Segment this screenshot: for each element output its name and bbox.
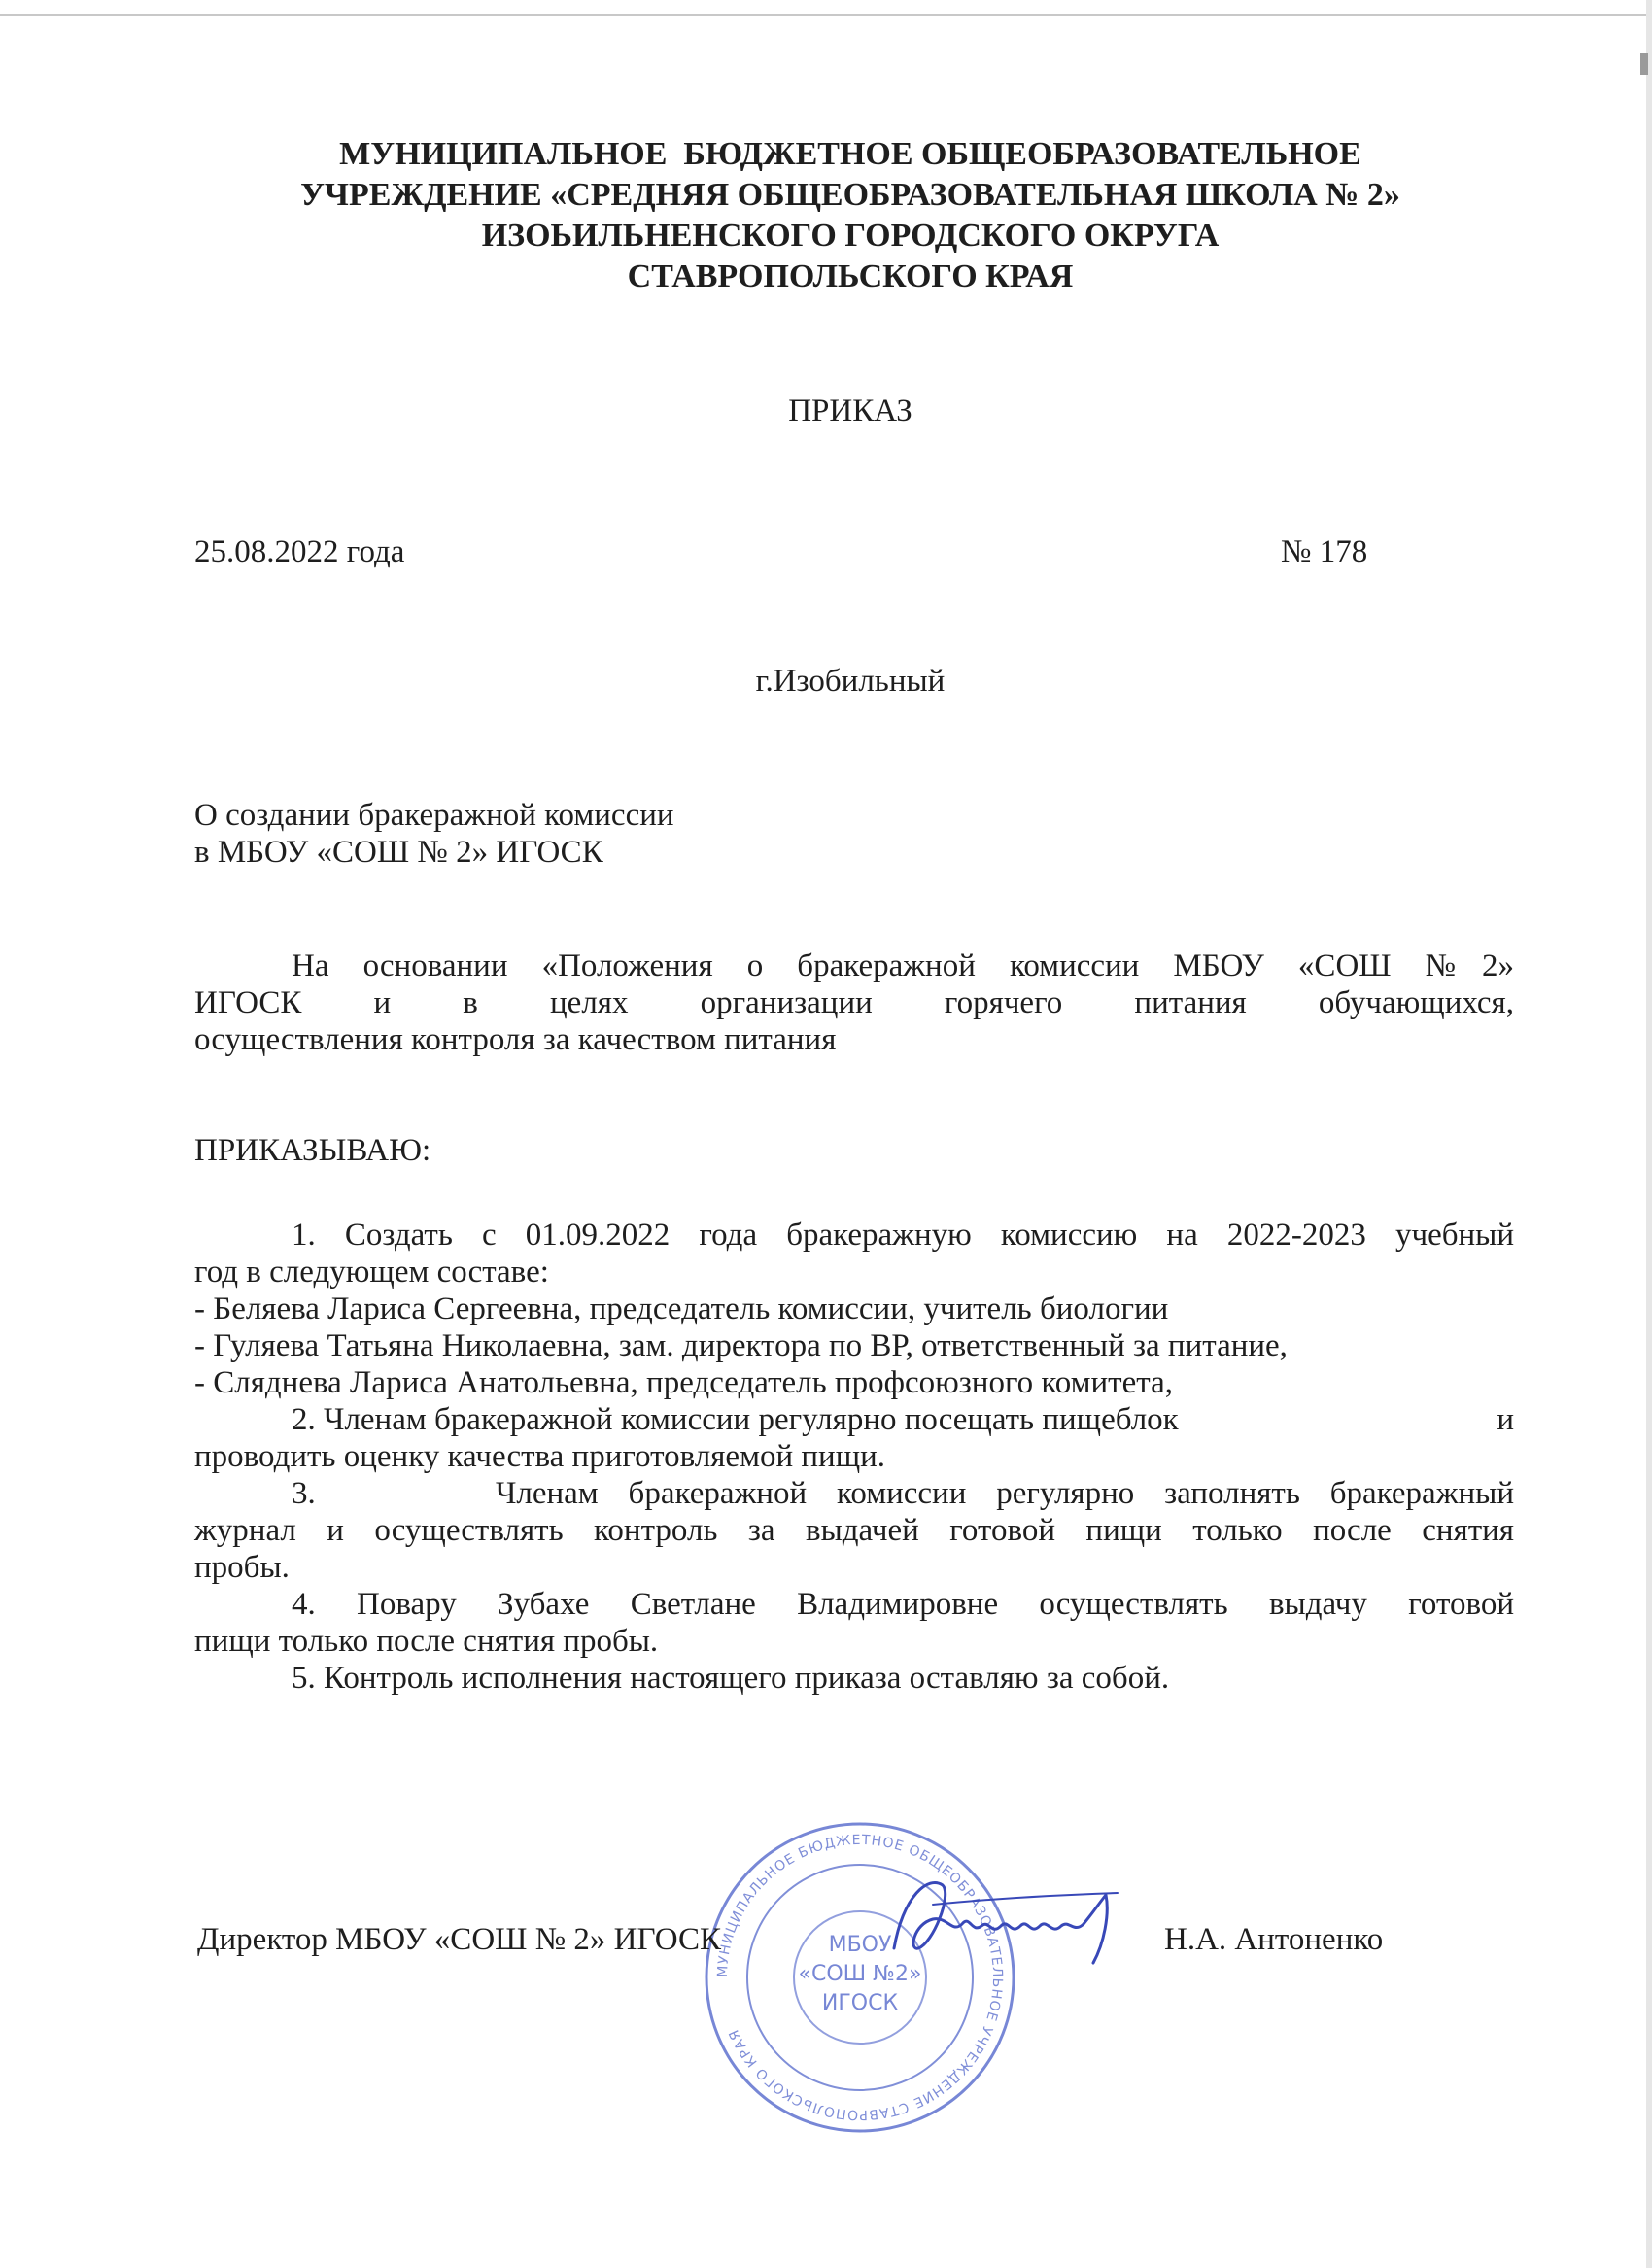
commission-member-1: - Беляева Лариса Сергеевна, председатель комиссии, учитель биологии bbox=[194, 1291, 1169, 1326]
item-1-line-2: год в следующем составе: bbox=[194, 1254, 549, 1289]
document-title: ПРИКАЗ bbox=[788, 394, 912, 429]
signatory-name: Н.А. Антоненко bbox=[1164, 1922, 1384, 1957]
preamble-line-3: осуществления контроля за качеством питания bbox=[194, 1022, 837, 1057]
header-line-2: УЧРЕЖДЕНИЕ «СРЕДНЯЯ ОБЩЕОБРАЗОВАТЕЛЬНАЯ ШКОЛА № 2» bbox=[300, 177, 1400, 213]
item-1-line-1: 1. Создать с 01.09.2022 года бракеражную комиссию на 2022-2023 учебный bbox=[292, 1218, 1514, 1253]
header-line-3: ИЗОЬИЛЬНЕНСКОГО ГОРОДСКОГО ОКРУГА bbox=[481, 218, 1220, 254]
scan-edge-mark bbox=[1640, 53, 1648, 75]
item-2-text: 2. Членам бракеражной комиссии регулярно посещать пищеблок bbox=[292, 1402, 1179, 1437]
item-3-line-2: журнал и осуществлять контроль за выдачей готовой пищи только после снятия bbox=[194, 1513, 1514, 1548]
item-4-line-2: пищи только после снятия пробы. bbox=[194, 1624, 659, 1659]
signatory-position: Директор МБОУ «СОШ № 2» ИГОСК bbox=[197, 1922, 722, 1957]
item-5-line-1: 5. Контроль исполнения настоящего приказа оставляю за собой. bbox=[292, 1661, 1170, 1696]
order-number: № 178 bbox=[1281, 534, 1368, 569]
stamp-ring-text: МУНИЦИПАЛЬНОЕ БЮДЖЕТНОЕ ОБЩЕОБРАЗОВАТЕЛЬНОЕ УЧРЕЖДЕНИЕ СТАВРОПОЛЬСКОГО КРАЯ bbox=[714, 1832, 1006, 2123]
header-line-4: СТАВРОПОЛЬСКОГО КРАЯ bbox=[627, 258, 1074, 294]
stamp-line-1: МБОУ bbox=[828, 1933, 892, 1957]
preamble bbox=[194, 947, 1514, 1058]
commission-member-3: - Сляднева Лариса Анатольевна, председатель профсоюзного комитета, bbox=[194, 1365, 1173, 1400]
item-2-line-1 bbox=[194, 1401, 1514, 1438]
item-3-line-3: пробы. bbox=[194, 1550, 290, 1585]
order-date: 25.08.2022 года bbox=[194, 534, 405, 569]
order-subject bbox=[194, 797, 674, 871]
commission-member-2: - Гуляева Татьяна Николаевна, зам. директора по ВР, ответственный за питание, bbox=[194, 1328, 1288, 1363]
stamp-line-3: ИГОСК bbox=[821, 1991, 899, 2015]
item-3-line-1: 3. Членам бракеражной комиссии регулярно заполнять бракеражный bbox=[292, 1476, 1514, 1511]
stamp-line-2: «СОШ №2» bbox=[798, 1962, 922, 1986]
header-line-1: МУНИЦИПАЛЬНОЕ БЮДЖЕТНОЕ ОБЩЕОБРАЗОВАТЕЛЬНОЕ bbox=[339, 136, 1361, 172]
subject-line-2: в МБОУ «СОШ № 2» ИГОСК bbox=[194, 835, 603, 870]
item-2-and: и bbox=[1497, 1402, 1514, 1437]
city-name: г.Изобильный bbox=[755, 664, 946, 699]
subject-line-1: О создании бракеражной комиссии bbox=[194, 798, 674, 833]
scan-right-edge bbox=[1646, 0, 1652, 2268]
organization-header bbox=[194, 134, 1506, 297]
item-2-line-2: проводить оценку качества приготовляемой пищи. bbox=[194, 1439, 886, 1474]
preamble-line-1: На основании «Положения о бракеражной комиссии МБОУ «СОШ №2» bbox=[292, 948, 1514, 983]
item-4-line-1: 4. Повару Зубахе Светлане Владимировне осуществлять выдачу готовой bbox=[292, 1587, 1514, 1622]
order-items bbox=[194, 1217, 1514, 1697]
scan-top-edge bbox=[0, 14, 1652, 16]
order-word: ПРИКАЗЫВАЮ: bbox=[194, 1133, 431, 1168]
handwritten-signature bbox=[875, 1866, 1137, 1973]
preamble-line-2: ИГОСК и в целях организации горячего питания обучающихся, bbox=[194, 985, 1514, 1020]
